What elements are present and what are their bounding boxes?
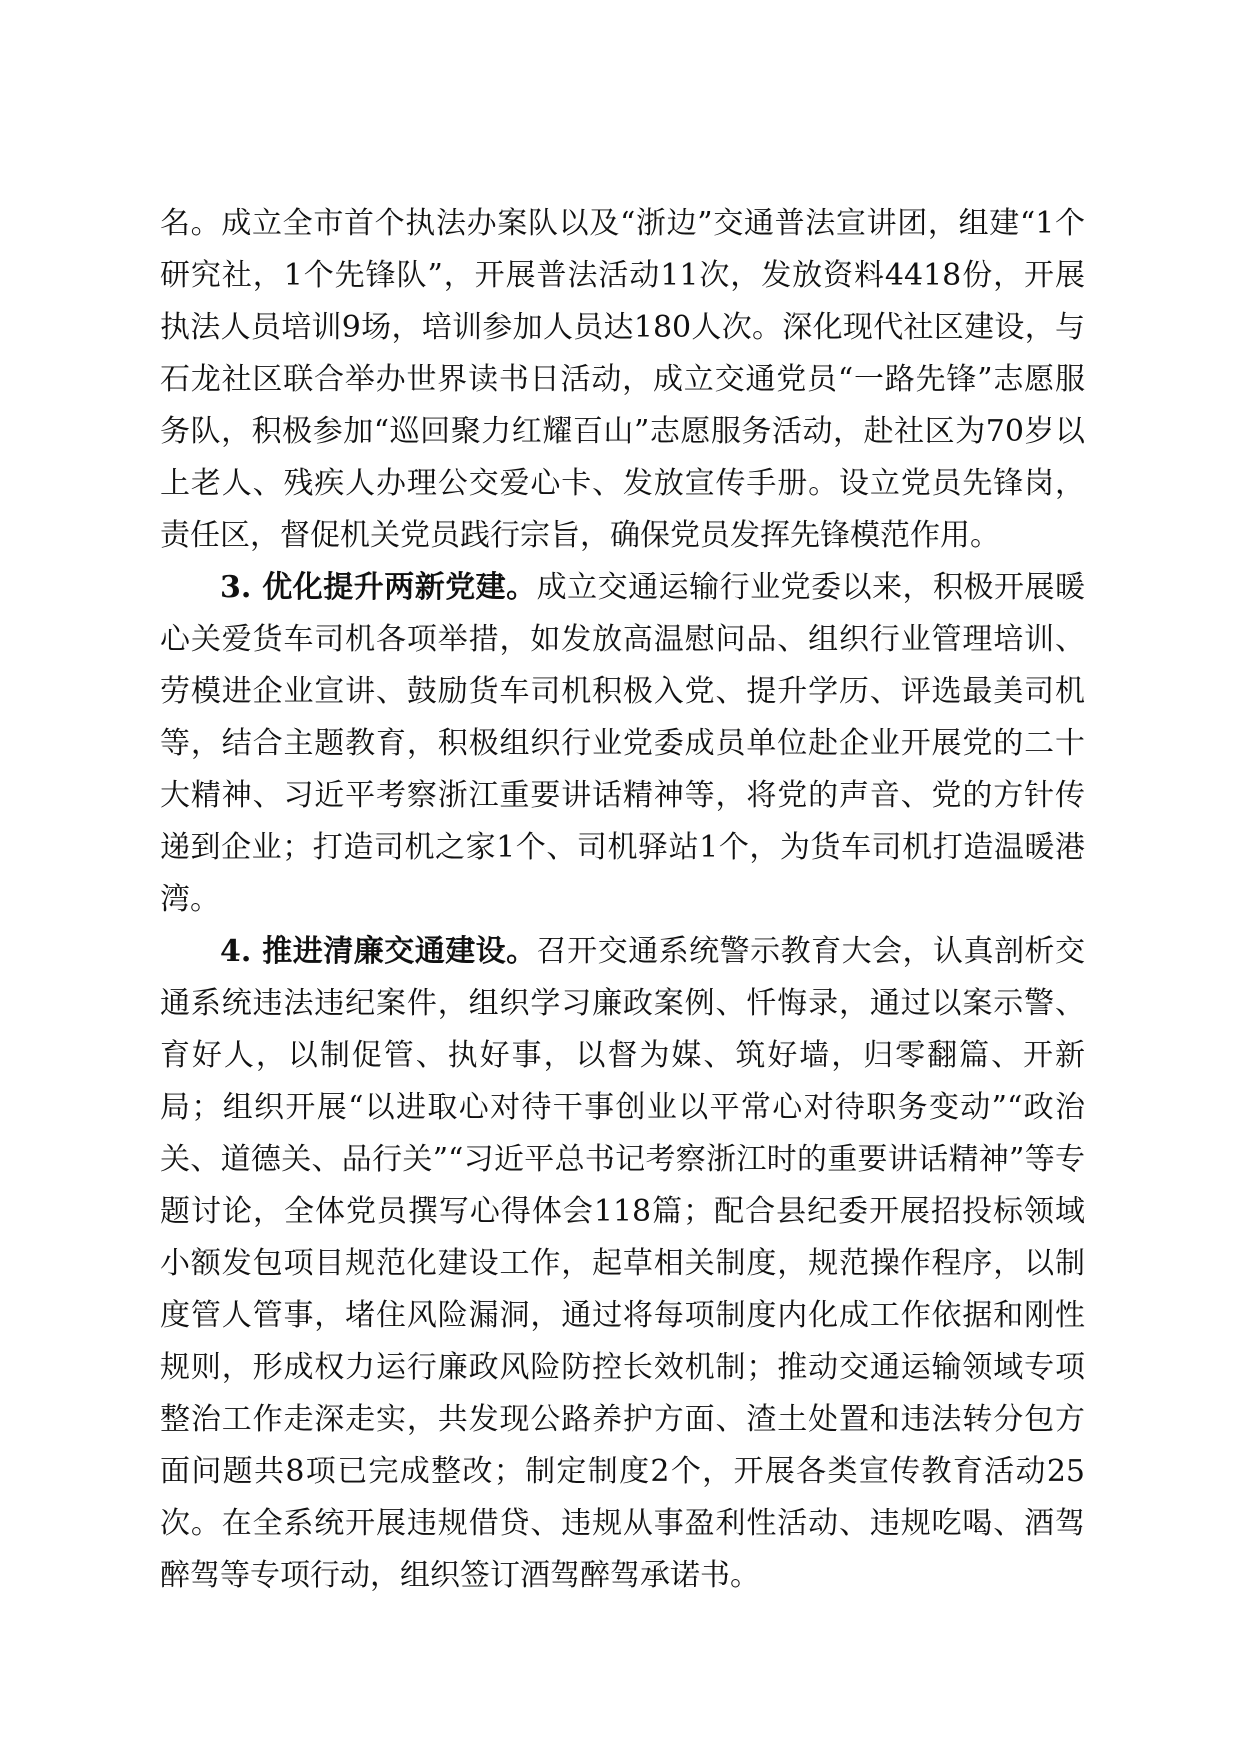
paragraph-heading: 3. 优化提升两新党建。 <box>220 570 537 605</box>
paragraph-text: 名。成立全市首个执法办案队以及“浙边”交通普法宣讲团，组建“1个研究社，1个先锋队”，开展普法活动11次，发放资料4418份，开展执法人员培训9场，培训参加人员达180人次。深化现代社区建设，与石龙社区联合举办世界读书日活动，成立交通党员“一路先锋”志愿服务队，积极参加“巡回聚力红耀百山”志愿服务活动，赴社区为70岁以上老人、残疾人办理公交爱心卡、发放宣传手册。设立党员先锋岗，责任区，督促机关党员践行宗旨，确保党员发挥先锋模范作用。 <box>160 206 1085 553</box>
paragraph-continuation <box>160 198 1085 562</box>
paragraph-clean-transport <box>160 926 1085 1602</box>
paragraph-heading: 4. 推进清廉交通建设。 <box>220 934 537 969</box>
paragraph-two-new-party-building <box>160 562 1085 926</box>
paragraph-text: 召开交通系统警示教育大会，认真剖析交通系统违法违纪案件，组织学习廉政案例、忏悔录，通过以案示警、育好人，以制促管、执好事，以督为媒、筑好墙，归零翻篇、开新局；组织开展“以进取心对待干事创业以平常心对待职务变动”“政治关、道德关、品行关”“习近平总书记考察浙江时的重要讲话精神”等专题讨论，全体党员撰写心得体会118篇；配合县纪委开展招投标领域小额发包项目规范化建设工作，起草相关制度，规范操作程序，以制度管人管事，堵住风险漏洞，通过将每项制度内化成工作依据和刚性规则，形成权力运行廉政风险防控长效机制；推动交通运输领域专项整治工作走深走实，共发现公路养护方面、渣土处置和违法转分包方面问题共8项已完成整改；制定制度2个，开展各类宣传教育活动25次。在全系统开展违规借贷、违规从事盈利性活动、违规吃喝、酒驾醉驾等专项行动，组织签订酒驾醉驾承诺书。 <box>160 934 1086 1593</box>
paragraph-text: 成立交通运输行业党委以来，积极开展暖心关爱货车司机各项举措，如发放高温慰问品、组织行业管理培训、劳模进企业宣讲、鼓励货车司机积极入党、提升学历、评选最美司机等，结合主题教育，积极组织行业党委成员单位赴企业开展党的二十大精神、习近平考察浙江重要讲话精神等，将党的声音、党的方针传递到企业；打造司机之家1个、司机驿站1个，为货车司机打造温暖港湾。 <box>160 570 1086 917</box>
document-body <box>160 198 1085 1602</box>
